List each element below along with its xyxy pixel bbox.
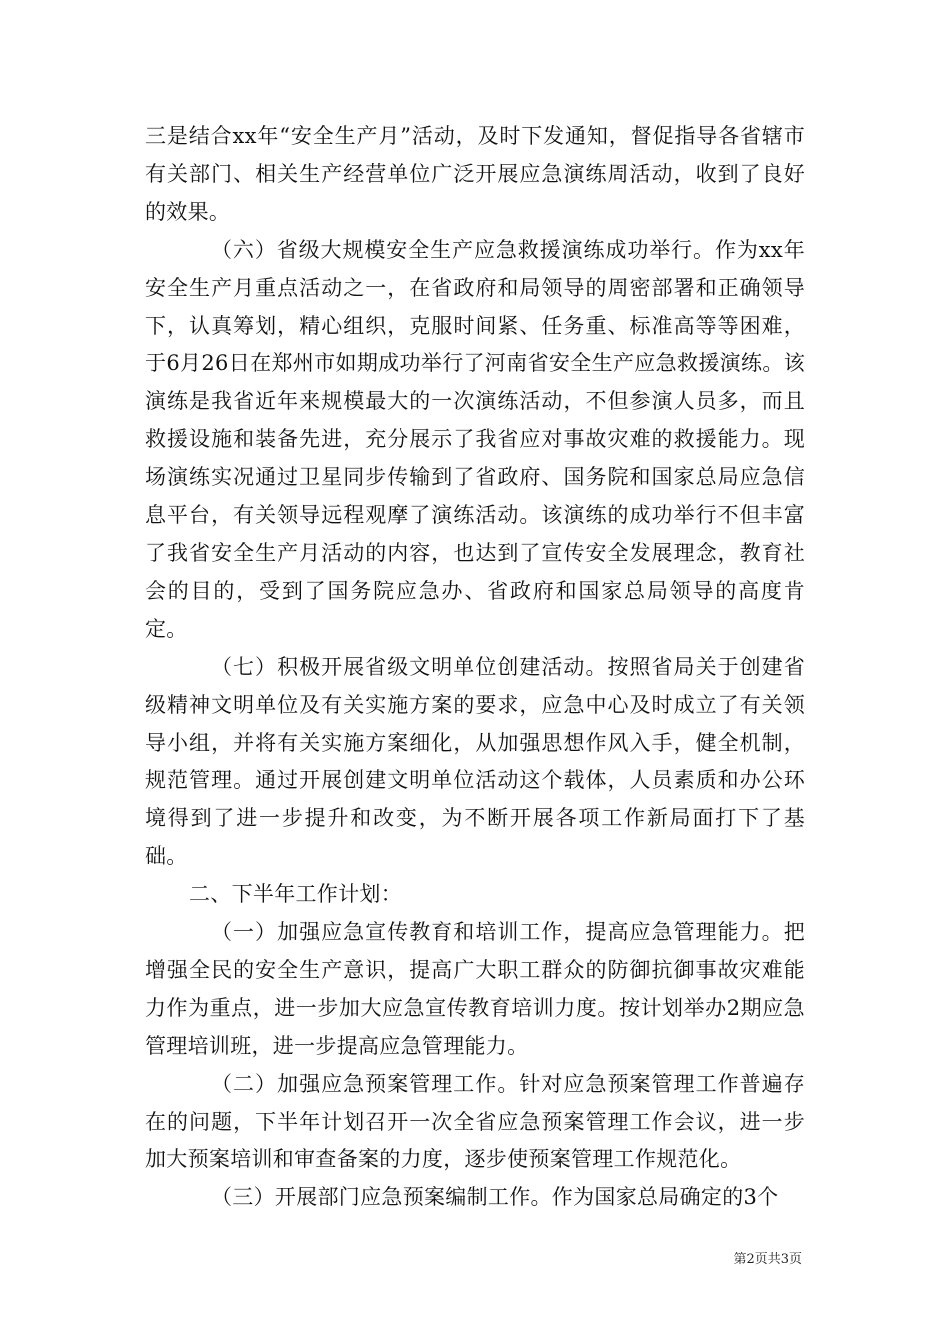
paragraph-plan-2: （二）加强应急预案管理工作。针对应急预案管理工作普遍存在的问题，下半年计划召开一次全省应急预案管理工作会议，进一步加大预案培训和审查备案的力度，逐步使预案管理工作规范化。 [145,1071,805,1172]
paragraph-plan-3: （三）开展部门应急预案编制工作。作为国家总局确定的3个 [211,1185,779,1210]
paragraph-intro: 三是结合xx年“安全生产月”活动，及时下发通知，督促指导各省辖市有关部门、相关生产经营单位广泛开展应急演练周活动，收到了良好的效果。 [145,124,805,224]
paragraph-plan-1: （一）加强应急宣传教育和培训工作，提高应急管理能力。把增强全民的安全生产意识，提高广大职工群众的防御抗御事故灾难能力作为重点，进一步加大应急宣传教育培训力度。按计划举办2期应急管理培训班，进一步提高应急管理能力。 [145,920,805,1058]
section-heading-plan: 二、下半年工作计划： [189,882,402,907]
document-body [145,118,805,1217]
paragraph-section-7: （七）积极开展省级文明单位创建活动。按照省局关于创建省级精神文明单位及有关实施方案的要求，应急中心及时成立了有关领导小组，并将有关实施方案细化，从加强思想作风入手，健全机制，规范管理。通过开展创建文明单位活动这个载体，人员素质和办公环境得到了进一步提升和改变，为不断开展各项工作新局面打下了基础。 [145,654,805,869]
page-number: 第2页共3页 [733,1252,802,1267]
paragraph-section-6: （六）省级大规模安全生产应急救援演练成功举行。作为xx年安全生产月重点活动之一，在省政府和局领导的周密部署和正确领导下，认真筹划，精心组织，克服时间紧、任务重、标准高等等困难，于6月26日在郑州市如期成功举行了河南省安全生产应急救援演练。该演练是我省近年来规模最大的一次演练活动，不但参演人员多，而且救援设施和装备先进，充分展示了我省应对事故灾难的救援能力。现场演练实况通过卫星同步传输到了省政府、国务院和国家总局应急信息平台，有关领导远程观摩了演练活动。该演练的成功举行不但丰富了我省安全生产月活动的内容，也达到了宣传安全发展理念，教育社会的目的，受到了国务院应急办、省政府和国家总局领导的高度肯定。 [145,237,805,641]
